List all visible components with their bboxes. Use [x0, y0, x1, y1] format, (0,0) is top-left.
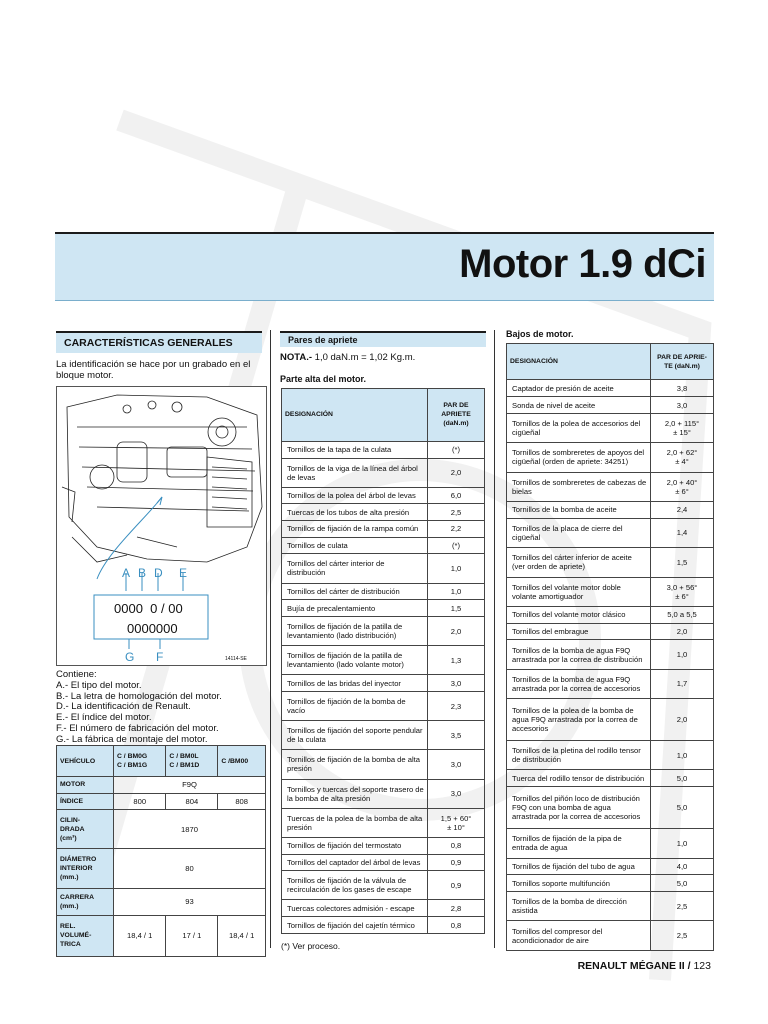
torque-value-cell: 5,0	[651, 770, 714, 787]
designation-cell: Tornillos del cárter de distribución	[282, 583, 428, 600]
designation-cell: Tornillos del volante motor clásico	[507, 606, 651, 623]
torque-value-cell: 3,0	[651, 397, 714, 414]
table-row	[507, 443, 714, 472]
column-divider	[494, 330, 495, 948]
table-cell: 17 / 1	[166, 915, 218, 956]
designation-cell: Tornillos de fijación del termostato	[282, 837, 428, 854]
legend-item: G.- La fábrica de montaje del motor.	[56, 733, 208, 745]
code-line-1: 0000 0 / 00	[114, 601, 183, 616]
designation-cell: Tornillos de fijación de la válvula de recirculación de los gases de escape	[282, 871, 428, 900]
row-label: CARRERA (mm.)	[57, 888, 114, 915]
torque-value-cell: 2,5	[428, 504, 485, 521]
table-row	[282, 721, 485, 750]
designation-cell: Tornillos de fijación de la bomba de vacío	[282, 691, 428, 720]
table-cell: 808	[218, 793, 266, 810]
label-letter-b: B	[138, 566, 147, 580]
torque-value-cell: 2,0	[651, 699, 714, 741]
table-row	[282, 646, 485, 675]
designation-cell: Tornillos de la polea de accesorios del cigüeñal	[507, 413, 651, 442]
torque-value-cell: 5,0	[651, 787, 714, 829]
legend	[56, 670, 266, 746]
designation-cell: Tornillos de sombreretes de apoyos del cigüeñal (orden de apriete: 34251)	[507, 443, 651, 472]
table-row	[57, 849, 266, 888]
torque-value-cell: 0,8	[428, 917, 485, 934]
torque-value-cell: 2,2	[428, 521, 485, 538]
table-row	[507, 518, 714, 547]
designation-cell: Sonda de nivel de aceite	[507, 397, 651, 414]
page-footer	[578, 960, 711, 972]
table-row	[282, 837, 485, 854]
header-cell: C / BM0G C / BM1G	[114, 746, 166, 777]
table-row	[507, 397, 714, 414]
column-divider	[270, 330, 271, 948]
designation-cell: Tornillos del piñón loco de distribución F9Q con una bomba de agua arrastrada por la correa de accesorios	[507, 787, 651, 829]
torque-value-cell: 2,0 + 115° ± 15°	[651, 413, 714, 442]
header-designation: DESIGNACIÓN	[282, 389, 428, 442]
torque-table-lower	[506, 343, 714, 951]
legend-item: B.- La letra de homologación del motor.	[56, 690, 222, 702]
designation-cell: Tornillos de fijación del soporte pendular de la culata	[282, 721, 428, 750]
nota-text: 1,0 daN.m = 1,02 Kg.m.	[312, 352, 416, 363]
table-row	[282, 554, 485, 583]
designation-cell: Tornillos del cárter inferior de aceite (ver orden de apriete)	[507, 548, 651, 577]
torque-table-header	[282, 389, 485, 442]
designation-cell: Tornillos de la viga de la línea del árbol de levas	[282, 458, 428, 487]
table-row	[282, 583, 485, 600]
torque-value-cell: 3,0	[428, 750, 485, 779]
page-number: 123	[693, 960, 711, 972]
table-row	[57, 810, 266, 849]
designation-cell: Tornillos del embrague	[507, 623, 651, 640]
designation-cell: Tornillos de las bridas del inyector	[282, 675, 428, 692]
table-row	[507, 858, 714, 875]
header-designation: DESIGNACIÓN	[507, 344, 651, 380]
table-row	[57, 915, 266, 956]
legend-item: A.- El tipo del motor.	[56, 679, 142, 691]
torque-value-cell: 2,5	[651, 921, 714, 951]
table-row	[507, 413, 714, 442]
table-row	[507, 741, 714, 770]
designation-cell: Captador de presión de aceite	[507, 380, 651, 397]
designation-cell: Tornillos de la bomba de agua F9Q arrastrada por la correa de distribución	[507, 640, 651, 669]
table-row	[507, 577, 714, 606]
torque-value-cell: 2,3	[428, 691, 485, 720]
legend-item: F.- El número de fabricación del motor.	[56, 722, 219, 734]
footnote: (*) Ver proceso.	[281, 941, 341, 951]
torque-value-cell: 2,0	[428, 458, 485, 487]
legend-title: Contiene:	[56, 669, 97, 680]
section-title: Pares de apriete	[288, 335, 358, 345]
designation-cell: Tuercas colectores admisión - escape	[282, 900, 428, 917]
table-row	[282, 750, 485, 779]
engine-diagram	[56, 386, 267, 666]
torque-value-cell: (*)	[428, 537, 485, 554]
footer-brand: RENAULT MÉGANE II /	[577, 960, 691, 972]
page-title: Motor 1.9 dCi	[459, 242, 706, 286]
designation-cell: Tornillos de fijación de la patilla de levantamiento (lado volante motor)	[282, 646, 428, 675]
torque-value-cell: 1,5 + 60° ± 10°	[428, 808, 485, 837]
table-row	[282, 487, 485, 504]
table-row	[507, 770, 714, 787]
designation-cell: Tornillos de fijación del tubo de agua	[507, 858, 651, 875]
torque-value-cell: 3,8	[651, 380, 714, 397]
torque-value-cell: (*)	[428, 441, 485, 458]
label-letter-g: G	[125, 650, 135, 664]
designation-cell: Tornillos de la placa de cierre del cigüeñal	[507, 518, 651, 547]
torque-value-cell: 0,9	[428, 854, 485, 871]
spec-table-header	[57, 746, 266, 777]
designation-cell: Tornillos de fijación de la pipa de entrada de agua	[507, 829, 651, 858]
table-row	[282, 900, 485, 917]
designation-cell: Tornillos de la bomba de agua F9Q arrastrada por la correa de accesorios	[507, 669, 651, 698]
torque-value-cell: 5,0	[651, 875, 714, 892]
table-row	[507, 380, 714, 397]
diagram-reference: 14114-SE	[225, 656, 247, 662]
torque-value-cell: 2,0	[651, 623, 714, 640]
table-cell: 18,4 / 1	[114, 915, 166, 956]
table-row	[507, 548, 714, 577]
table-row	[507, 472, 714, 501]
table-row	[282, 458, 485, 487]
section-header-pares	[280, 331, 486, 347]
table-cell: 80	[114, 849, 266, 888]
torque-value-cell: 3,0 + 56° ± 6°	[651, 577, 714, 606]
label-letter-f: F	[156, 650, 164, 664]
torque-value-cell: 0,8	[428, 837, 485, 854]
torque-value-cell: 1,0	[651, 741, 714, 770]
designation-cell: Tornillos de la bomba de aceite	[507, 502, 651, 519]
table-row	[282, 871, 485, 900]
legend-item: E.- El índice del motor.	[56, 712, 152, 724]
torque-value-cell: 4,0	[651, 858, 714, 875]
code-line-2: 0000000	[127, 621, 178, 636]
torque-value-cell: 1,4	[651, 518, 714, 547]
table-row	[507, 669, 714, 698]
torque-value-cell: 1,0	[428, 583, 485, 600]
table-row	[282, 537, 485, 554]
torque-table-upper	[281, 388, 485, 934]
torque-value-cell: 1,0	[428, 554, 485, 583]
header-value: PAR DE APRIETE (daN.m)	[428, 389, 485, 442]
row-label: MOTOR	[57, 777, 114, 794]
table-row	[282, 854, 485, 871]
torque-value-cell: 3,5	[428, 721, 485, 750]
label-letter-a: A	[122, 566, 131, 580]
torque-value-cell: 2,5	[651, 892, 714, 921]
designation-cell: Tornillos de culata	[282, 537, 428, 554]
table-row	[282, 441, 485, 458]
table-row	[507, 606, 714, 623]
torque-value-cell: 2,0 + 62° ± 4°	[651, 443, 714, 472]
table-row	[507, 623, 714, 640]
designation-cell: Tornillos de fijación de la rampa común	[282, 521, 428, 538]
table-row	[282, 616, 485, 645]
section-title: CARACTERÍSTICAS GENERALES	[64, 337, 233, 349]
table-row	[507, 875, 714, 892]
torque-value-cell: 2,0	[428, 616, 485, 645]
torque-value-cell: 2,8	[428, 900, 485, 917]
designation-cell: Tornillos de la pletina del rodillo tensor de distribución	[507, 741, 651, 770]
row-label: DIÁMETRO INTERIOR (mm.)	[57, 849, 114, 888]
designation-cell: Tornillos del volante motor doble volante amortiguador	[507, 577, 651, 606]
torque-value-cell: 1,0	[651, 640, 714, 669]
designation-cell: Tornillos de sombreretes de cabezas de bielas	[507, 472, 651, 501]
designation-cell: Tornillos de fijación de la bomba de alta presión	[282, 750, 428, 779]
torque-value-cell: 1,3	[428, 646, 485, 675]
header-cell: VEHÍCULO	[57, 746, 114, 777]
table-row	[57, 793, 266, 810]
header-cell: C /BM00	[218, 746, 266, 777]
table-row	[507, 829, 714, 858]
table-row	[282, 675, 485, 692]
torque-value-cell: 3,0	[428, 779, 485, 808]
designation-cell: Tornillos del captador del árbol de levas	[282, 854, 428, 871]
designation-cell: Tornillos de la tapa de la culata	[282, 441, 428, 458]
torque-value-cell: 1,5	[651, 548, 714, 577]
torque-value-cell: 1,5	[428, 600, 485, 617]
row-label: CILIN- DRADA (cm³)	[57, 810, 114, 849]
table-row	[507, 640, 714, 669]
table-row	[282, 521, 485, 538]
designation-cell: Tornillos del compresor del acondicionador de aire	[507, 921, 651, 951]
table-cell: F9Q	[114, 777, 266, 794]
torque-value-cell: 1,7	[651, 669, 714, 698]
table-cell: 1870	[114, 810, 266, 849]
table-row	[507, 921, 714, 951]
torque-table-header	[507, 344, 714, 380]
designation-cell: Tornillos de la polea del árbol de levas	[282, 487, 428, 504]
table-row	[507, 699, 714, 741]
header-value: PAR DE APRIE- TE (daN.m)	[651, 344, 714, 380]
table-row	[282, 691, 485, 720]
table-cell: 800	[114, 793, 166, 810]
spec-table	[56, 745, 266, 957]
table-row	[282, 600, 485, 617]
table-row	[282, 779, 485, 808]
designation-cell: Tornillos de fijación de la patilla de levantamiento (lado distribución)	[282, 616, 428, 645]
subtitle-parte-alta: Parte alta del motor.	[280, 374, 367, 384]
title-band	[55, 232, 714, 301]
designation-cell: Tornillos de la polea de la bomba de agua F9Q arrastrada por la correa de accesorios	[507, 699, 651, 741]
torque-value-cell: 3,0	[428, 675, 485, 692]
legend-item: D.- La identificación de Renault.	[56, 701, 191, 713]
subtitle-bajos: Bajos de motor.	[506, 329, 574, 339]
designation-cell: Tuercas de los tubos de alta presión	[282, 504, 428, 521]
designation-cell: Tornillos del cárter interior de distribución	[282, 554, 428, 583]
row-label: ÍNDICE	[57, 793, 114, 810]
table-row	[507, 787, 714, 829]
table-cell: 18,4 / 1	[218, 915, 266, 956]
torque-value-cell: 2,4	[651, 502, 714, 519]
label-letter-d: D	[154, 566, 163, 580]
designation-cell: Tornillos soporte multifunción	[507, 875, 651, 892]
designation-cell: Tornillos de fijación del cajetín térmico	[282, 917, 428, 934]
torque-value-cell: 0,9	[428, 871, 485, 900]
intro-text: La identificación se hace por un grabado en el bloque motor.	[56, 359, 251, 381]
designation-cell: Tuerca del rodillo tensor de distribución	[507, 770, 651, 787]
table-row	[57, 777, 266, 794]
label-letter-e: E	[179, 566, 188, 580]
designation-cell: Tornillos y tuercas del soporte trasero de la bomba de alta presión	[282, 779, 428, 808]
table-row	[282, 917, 485, 934]
nota	[280, 352, 490, 363]
torque-value-cell: 5,0 a 5,5	[651, 606, 714, 623]
table-row	[57, 888, 266, 915]
table-cell: 93	[114, 888, 266, 915]
designation-cell: Bujía de precalentamiento	[282, 600, 428, 617]
table-row	[507, 892, 714, 921]
table-row	[282, 808, 485, 837]
torque-value-cell: 6,0	[428, 487, 485, 504]
header-cell: C / BM0L C / BM1D	[166, 746, 218, 777]
table-row	[507, 502, 714, 519]
table-row	[282, 504, 485, 521]
torque-value-cell: 1,0	[651, 829, 714, 858]
nota-label: NOTA.-	[280, 352, 313, 363]
designation-cell: Tuercas de la polea de la bomba de alta presión	[282, 808, 428, 837]
section-header-caracteristicas	[56, 331, 262, 353]
designation-cell: Tornillos de la bomba de dirección asistida	[507, 892, 651, 921]
row-label: REL. VOLUMÉ- TRICA	[57, 915, 114, 956]
engine-drawing	[57, 387, 266, 665]
table-cell: 804	[166, 793, 218, 810]
torque-value-cell: 2,0 + 40° ± 6°	[651, 472, 714, 501]
